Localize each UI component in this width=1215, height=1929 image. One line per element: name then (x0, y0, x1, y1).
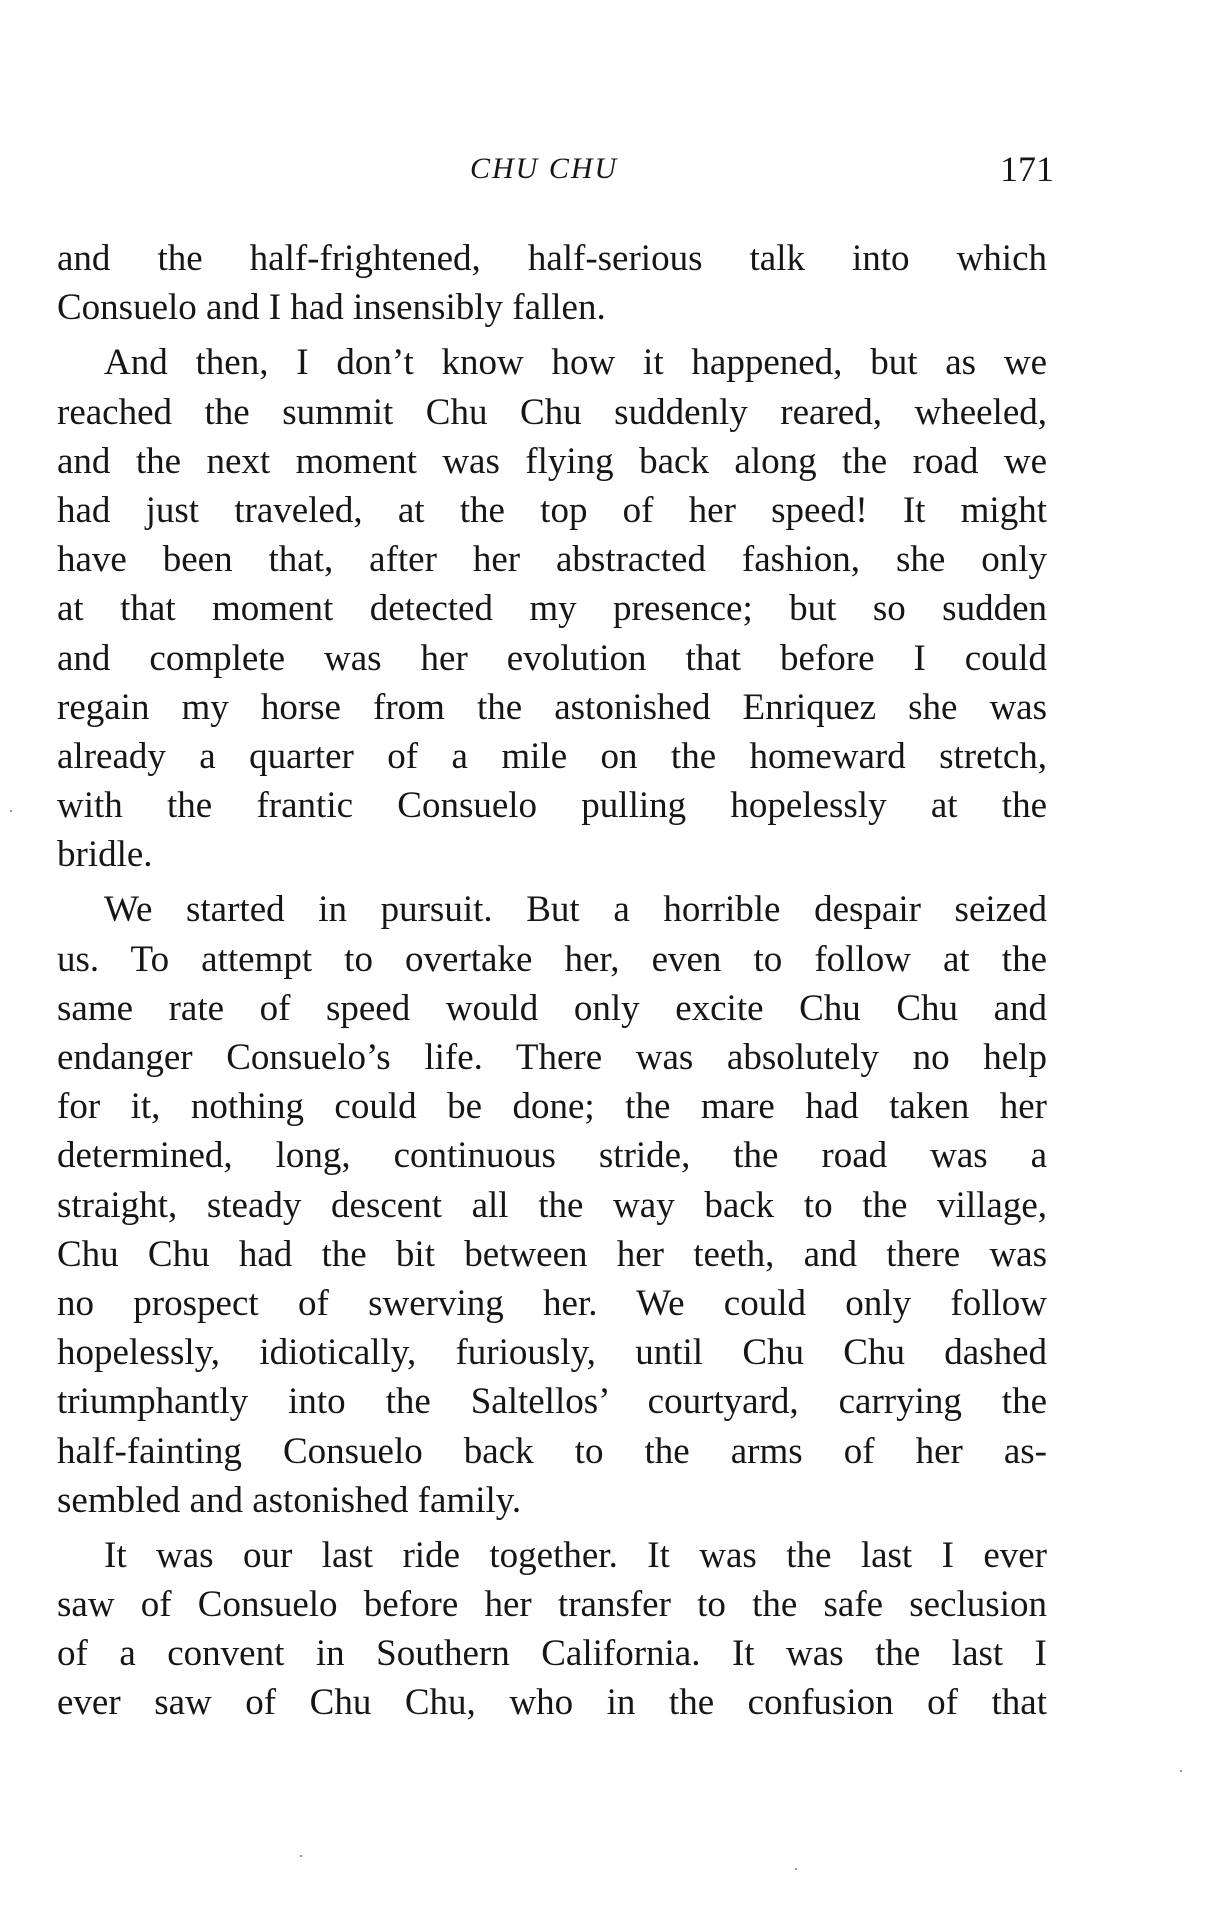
text-line: We started in pursuit. But a horrible despair seized (104, 889, 1047, 931)
text-line: already a quarter of a mile on the homeward stretch, (57, 735, 1047, 777)
text-line: and the half-frightened, half-serious talk into which (57, 238, 1047, 279)
text-line: determined, long, continuous stride, the road was a (57, 1135, 1047, 1177)
text-line: and complete was her evolution that before I could (57, 637, 1047, 679)
text-line: sembled and astonished family. (57, 1479, 522, 1521)
text-line: had just traveled, at the top of her speed! It might (57, 489, 1047, 531)
text-line: us. To attempt to overtake her, even to follow at the (57, 938, 1047, 980)
text-line: reached the summit Chu Chu suddenly reared, wheeled, (57, 391, 1047, 433)
text-line: same rate of speed would only excite Chu Chu and (57, 987, 1047, 1029)
scan-speck (300, 1855, 302, 1857)
text-line: Chu Chu had the bit between her teeth, and there was (57, 1233, 1047, 1275)
text-line: triumphantly into the Saltellos’ courtyard, carrying the (57, 1381, 1047, 1423)
scan-speck (1180, 1770, 1182, 1772)
text-line: saw of Consuelo before her transfer to the safe seclusion (57, 1584, 1047, 1626)
scan-speck (795, 1868, 797, 1870)
text-line: Consuelo and I had insensibly fallen. (57, 287, 606, 329)
text-line: half-fainting Consuelo back to the arms of her as- (57, 1430, 1047, 1472)
text-line: of a convent in Southern California. It was the last I (57, 1633, 1047, 1675)
text-line: bridle. (57, 834, 153, 876)
text-line: and the next moment was flying back along the road we (57, 440, 1047, 482)
text-line: And then, I don’t know how it happened, but as we (104, 342, 1047, 384)
running-title: CHU CHU (470, 152, 619, 185)
text-line: hopelessly, idiotically, furiously, until Chu Chu dashed (57, 1332, 1047, 1374)
page-number: 171 (1000, 149, 1054, 189)
text-line: for it, nothing could be done; the mare had taken her (57, 1086, 1047, 1128)
scan-speck (10, 810, 12, 812)
text-line: endanger Consuelo’s life. There was absolutely no help (57, 1037, 1047, 1078)
text-line: ever saw of Chu Chu, who in the confusion of that (57, 1682, 1047, 1724)
body-text (57, 234, 1047, 1728)
text-line: have been that, after her abstracted fashion, she only (57, 539, 1047, 581)
text-line: It was our last ride together. It was the last I ever (104, 1534, 1047, 1576)
text-line: regain my horse from the astonished Enriquez she was (57, 686, 1047, 728)
text-line: with the frantic Consuelo pulling hopelessly at the (57, 785, 1047, 827)
text-line: straight, steady descent all the way back to the village, (57, 1184, 1047, 1226)
running-head (0, 148, 1215, 208)
text-line: no prospect of swerving her. We could only follow (57, 1282, 1047, 1324)
text-line: at that moment detected my presence; but so sudden (57, 588, 1047, 630)
